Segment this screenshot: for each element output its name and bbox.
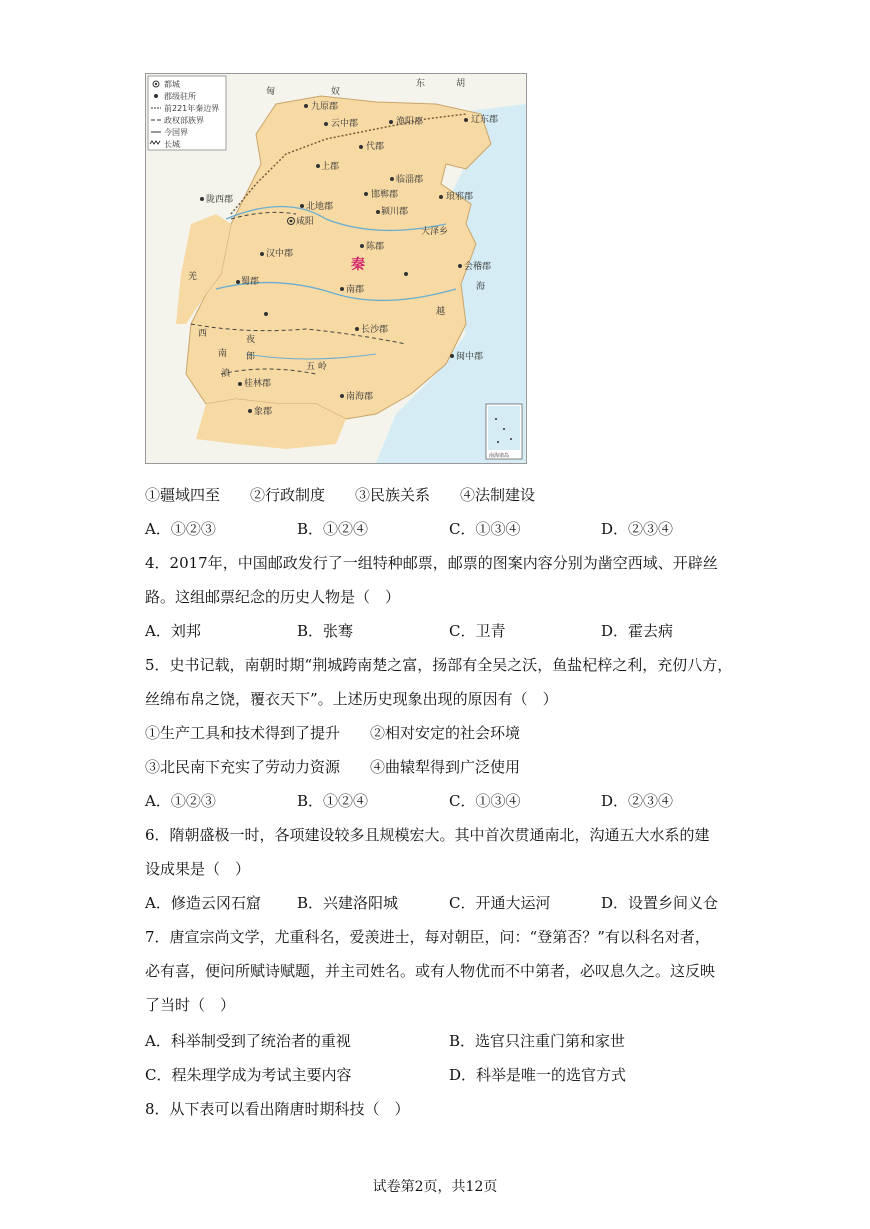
q7-option-a[interactable]: A．科举制受到了统治者的重视	[145, 1032, 351, 1050]
label-lang: 郎	[246, 352, 256, 362]
legend-modern-border: 今国界	[164, 128, 188, 137]
legend-tribal-border: 政权部族界	[164, 116, 204, 125]
label-nanhai: 南海郡	[346, 392, 374, 402]
q7-option-d[interactable]: D．科举是唯一的选官方式	[449, 1066, 627, 1084]
label-liaodong: 辽东郡	[471, 115, 499, 125]
q5-items-line2: ③北民南下充实了劳动力资源 ④曲辕犁得到广泛使用	[145, 758, 521, 776]
q4-option-d[interactable]: D．霍去病	[601, 622, 674, 640]
q5-stem-line1: 5．史书记载，南朝时期“荆城跨南楚之富，扬部有全吴之沃，鱼盐杞梓之利，充仞八方，	[145, 656, 733, 674]
q7-option-c[interactable]: C．程朱理学成为考试主要内容	[145, 1066, 352, 1084]
q6-stem-line1: 6．隋朝盛极一时，各项建设较多且规模宏大。其中首次贯通南北，沟通五大水系的建	[145, 826, 710, 844]
q4-stem-line1: 4．2017年，中国邮政发行了一组特种邮票，邮票的图案内容分别为凿空西域、开辟丝	[145, 554, 718, 572]
label-yuyang: 渔阳郡	[396, 117, 424, 127]
legend-capital: 都城	[164, 80, 180, 89]
label-handan: 邯郸郡	[371, 190, 399, 200]
label-hu: 胡	[456, 79, 466, 89]
page-footer: 试卷第2页，共12页	[372, 1179, 498, 1195]
label-qiang: 羌	[188, 272, 198, 282]
legend-qin-border: 前221年秦边界	[164, 104, 220, 113]
label-beidi: 北地郡	[306, 202, 334, 212]
south-sea-inset	[486, 404, 522, 459]
label-chen: 陈郡	[366, 242, 385, 252]
label-ye: 夜	[246, 335, 256, 345]
map-legend	[148, 76, 226, 150]
label-qin: 秦	[351, 257, 365, 273]
q3-option-a[interactable]: A．①②③	[145, 520, 216, 538]
label-xi: 西	[198, 329, 208, 339]
q6-stem-line2: 设成果是（ ）	[145, 860, 251, 878]
label-changsha: 长沙郡	[361, 325, 389, 335]
label-minzhong: 闽中郡	[456, 352, 484, 362]
q6-option-a[interactable]: A．修造云冈石窟	[145, 894, 261, 912]
label-xiang: 象郡	[254, 407, 273, 417]
q8-stem-line1: 8．从下表可以看出隋唐时期科技（ ）	[145, 1100, 410, 1118]
legend-great-wall: 长城	[164, 140, 180, 149]
q4-option-a[interactable]: A．刘邦	[145, 622, 201, 640]
q6-option-c[interactable]: C．开通大运河	[449, 894, 551, 912]
label-longxi: 陇西郡	[206, 195, 234, 205]
label-nan: 南郡	[346, 285, 365, 295]
label-jiuyuan: 九原郡	[311, 102, 339, 112]
label-wuling: 五 岭	[306, 362, 327, 372]
label-dazexiang: 大泽乡	[421, 227, 449, 237]
label-yue: 越	[436, 307, 446, 317]
label-hanzhong: 汉中郡	[266, 249, 294, 259]
label-shu: 蜀郡	[241, 277, 260, 287]
q3-items: ①疆域四至 ②行政制度 ③民族关系 ④法制建设	[145, 486, 536, 504]
label-hai: 海	[476, 282, 486, 292]
q3-option-c[interactable]: C．①③④	[449, 520, 521, 538]
q6-option-b[interactable]: B．兴建洛阳城	[297, 894, 399, 912]
svg-text:南海诸岛: 南海诸岛	[489, 453, 510, 459]
q7-stem-line3: 了当时（ ）	[145, 996, 236, 1014]
q7-option-b[interactable]: B．选官只注重门第和家世	[449, 1032, 626, 1050]
qin-dynasty-map	[145, 73, 527, 464]
label-shanggu: 上郡	[321, 162, 340, 172]
legend-prefecture: 郡级驻所	[164, 92, 196, 101]
q4-option-c[interactable]: C．卫青	[449, 622, 506, 640]
q3-option-d[interactable]: D．②③④	[601, 520, 674, 538]
label-yingchuan: 颍川郡	[381, 207, 409, 217]
capital-dot	[290, 220, 293, 223]
q7-stem-line1: 7．唐宣宗尚文学，尤重科名，爱羡进士，每对朝臣，问：“登第否？”有以科名对者，	[145, 928, 710, 946]
label-langye: 琅邪郡	[446, 192, 474, 202]
q4-option-b[interactable]: B．张骞	[297, 622, 354, 640]
label-xianyang: 咸阳	[296, 217, 315, 227]
label-guilin: 桂林郡	[244, 379, 272, 389]
label-linzi: 临淄郡	[396, 175, 424, 185]
label-kuaiji: 会稽郡	[464, 262, 492, 272]
label-dong: 东	[416, 79, 426, 89]
q5-option-d[interactable]: D．②③④	[601, 792, 674, 810]
label-dai: 代郡	[366, 142, 385, 152]
label-xiongnu: 匈	[266, 87, 276, 97]
label-dian: 滇	[221, 369, 231, 379]
q5-option-a[interactable]: A．①②③	[145, 792, 216, 810]
q5-option-b[interactable]: B．①②④	[297, 792, 369, 810]
q5-option-c[interactable]: C．①③④	[449, 792, 521, 810]
q5-stem-line2: 丝绵布帛之饶，覆衣天下”。上述历史现象出现的原因有（ ）	[145, 690, 558, 708]
label-yunzhong: 云中郡	[331, 119, 359, 129]
q3-option-b[interactable]: B．①②④	[297, 520, 369, 538]
label-nu: 奴	[331, 87, 341, 97]
label-nan: 南	[218, 349, 228, 359]
q7-stem-line2: 必有喜，便问所赋诗赋题，并主司姓名。或有人物优而不中第者，必叹息久之。这反映	[145, 962, 716, 980]
q5-items-line1: ①生产工具和技术得到了提升 ②相对安定的社会环境	[145, 724, 521, 742]
q4-stem-line2: 路。这组邮票纪念的历史人物是（ ）	[145, 588, 401, 606]
q6-option-d[interactable]: D．设置乡间义仓	[601, 894, 719, 912]
